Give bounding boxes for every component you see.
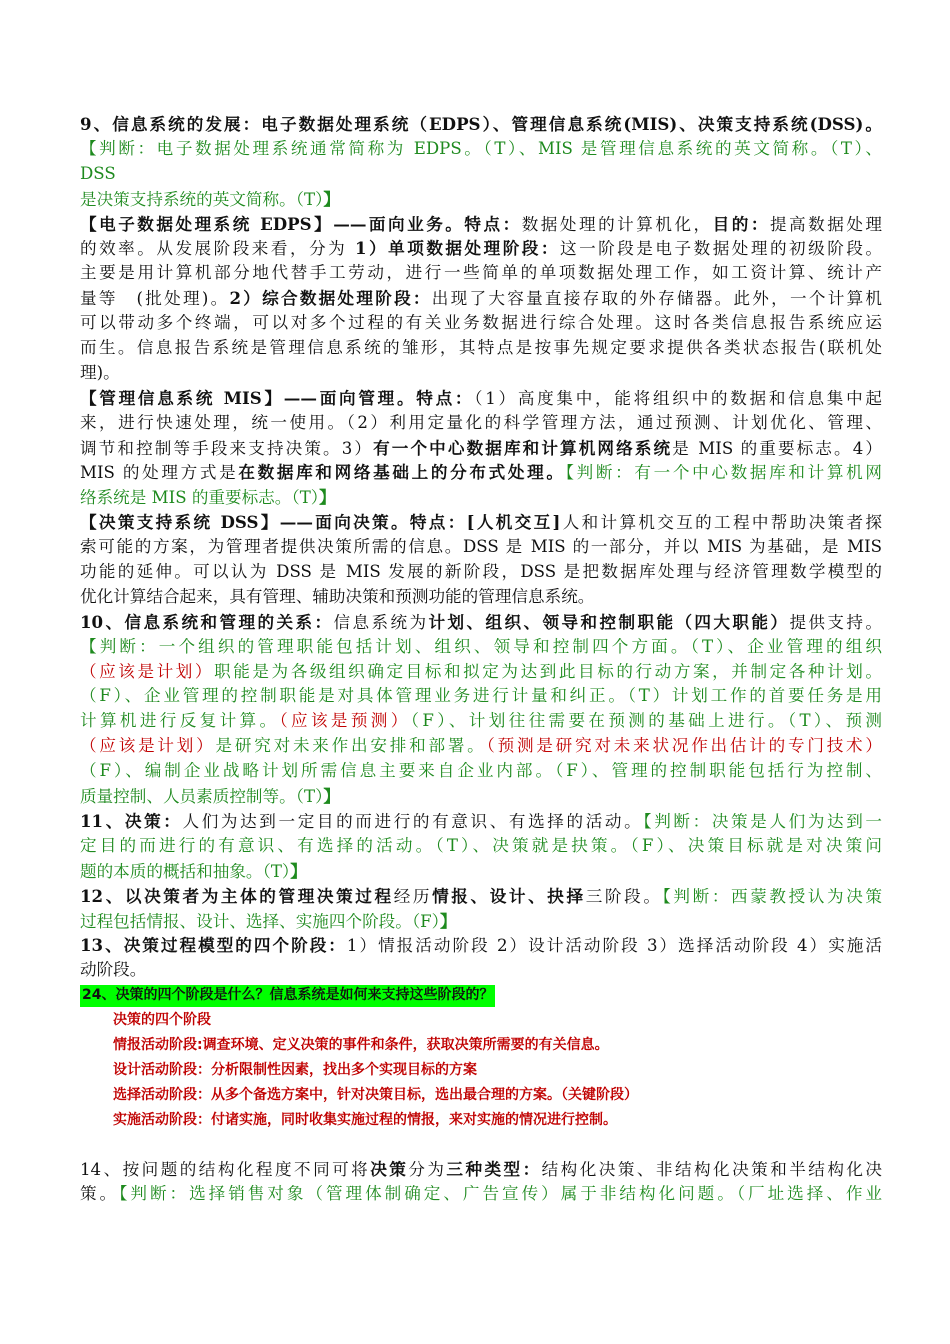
text-run: 】 bbox=[290, 860, 307, 881]
text-line-s10-judge-6 bbox=[80, 759, 882, 784]
text-run: 索可能的方案，为管理者提供决策所需的信息。DSS 是 MIS 的一部分，并以 MIS 为基础，是 MIS bbox=[80, 537, 882, 557]
text-run: 结构化决策、非结构化决策和半结构化决 bbox=[541, 1160, 882, 1180]
text-line-dss-3 bbox=[80, 560, 882, 585]
text-run: 理)。 bbox=[80, 362, 120, 382]
text-line-s14-2 bbox=[80, 1182, 882, 1207]
text-run: （1）高度集中，能将组织中的数据和信息集中起 bbox=[474, 388, 882, 408]
text-run: 三阶段。 bbox=[585, 886, 663, 906]
text-line-s9-heading bbox=[80, 112, 882, 137]
text-run: 1）单项数据处理阶段： bbox=[355, 238, 560, 259]
text-line-s10-judge-7 bbox=[80, 784, 882, 809]
highlight-question: 24、决策的四个阶段是什么？信息系统是如何来支持这些阶段的？ bbox=[80, 985, 495, 1007]
text-line-s13-1 bbox=[80, 933, 882, 958]
document-page bbox=[80, 112, 882, 1207]
text-run: 人们为达到一定目的而进行的有意识、有选择的活动。 bbox=[182, 811, 644, 831]
text-run: 量等 (批处理)。 bbox=[80, 289, 230, 309]
answer-stage-choice: 选择活动阶段：从多个备选方案中，针对决策目标，选出最合理的方案。（关键阶段） bbox=[113, 1086, 638, 1103]
text-run: 质量控制、人员素质控制等。（T） bbox=[80, 787, 324, 807]
answer-stage-intelligence: 情报活动阶段:调查环境、定义决策的事件和条件，获取决策所需要的有关信息。 bbox=[113, 1036, 609, 1053]
text-line-s9-judge-3 bbox=[80, 187, 882, 212]
text-run: 提供支持。 bbox=[789, 612, 882, 632]
text-run: 策。 bbox=[80, 1184, 120, 1204]
text-run: 【判断：决策是人们为达到一 bbox=[643, 811, 882, 831]
text-line-s10-judge-3 bbox=[80, 684, 882, 709]
text-run: 计划、组织、领导和控制职能（四大职能） bbox=[428, 611, 790, 632]
text-run: 主要是用计算机部分地代替手工劳动，进行一些简单的单项数据处理工作，如工资计算、统计产 bbox=[80, 263, 882, 283]
text-run: 而生。信息报告系统是管理信息系统的雏形，其特点是按事先规定要求提供各类状态报告(联机处 bbox=[80, 338, 882, 358]
text-run: 在数据库和网络基础上的分布式处理。 bbox=[238, 462, 566, 483]
text-line-edps-1 bbox=[80, 212, 882, 237]
text-run: 14、按问题的结构化程度不同可将 bbox=[80, 1160, 371, 1180]
text-run: 10、信息系统和管理的关系： bbox=[80, 611, 334, 632]
text-run: 有一个中心数据库和计算机网络系统 bbox=[373, 437, 673, 458]
text-run: 出现了大容量直接存取的外存储器。此外，一个计算机 bbox=[431, 289, 882, 309]
text-line-edps-5 bbox=[80, 311, 882, 336]
text-line-s10-judge-5 bbox=[80, 734, 882, 759]
text-run: 来，进行快速处理，统一使用。（2）利用定量化的科学管理方法，通过预测、计划优化、管理、 bbox=[80, 412, 882, 432]
text-line-s10-judge-4 bbox=[80, 709, 882, 734]
text-run: 【判断：西蒙教授认为决策 bbox=[662, 886, 882, 906]
text-run: 人和计算机交互的工程中帮助决策者探 bbox=[560, 513, 882, 533]
main-text bbox=[80, 112, 882, 983]
answer-block bbox=[80, 1008, 882, 1132]
text-run: 【判断：选择销售对象（管理体制确定、广告宣传）属于非结构化问题。（厂址选择、作业 bbox=[119, 1184, 882, 1204]
text-run: 【管理信息系统 MIS】——面向管理。特点： bbox=[80, 387, 475, 408]
text-run: 1）情报活动阶段 2）设计活动阶段 3）选择活动阶段 4）实施活 bbox=[346, 936, 882, 956]
text-line-edps-3 bbox=[80, 261, 882, 286]
text-run: 络系统是 MIS 的重要标志。（T） bbox=[80, 488, 320, 508]
text-run: 调节和控制等手段来支持决策。3） bbox=[80, 438, 374, 458]
text-line-s12-2 bbox=[80, 909, 882, 934]
text-run: 计算机进行反复计算。 bbox=[80, 711, 280, 731]
text-run: 功能的延伸。可以认为 DSS 是 MIS 发展的新阶段，DSS 是把数据库处理与经济管理数学模型的 bbox=[80, 562, 882, 582]
answer-stage-design: 设计活动阶段：分析限制性因素，找出多个实现目标的方案 bbox=[113, 1061, 477, 1078]
text-run: DSS bbox=[80, 163, 116, 183]
text-run: 【判断：有一个中心数据库和计算机网 bbox=[565, 463, 882, 483]
text-line-s10-judge-2 bbox=[80, 660, 882, 685]
text-run: 】 bbox=[323, 188, 340, 209]
section-14-text bbox=[80, 1157, 882, 1207]
text-run: 13、决策过程模型的四个阶段： bbox=[80, 935, 347, 956]
text-line-mis-4 bbox=[80, 460, 882, 485]
text-line-s9-judge-1 bbox=[80, 137, 882, 162]
text-line-edps-6 bbox=[80, 336, 882, 361]
text-line-mis-1 bbox=[80, 386, 882, 411]
text-run: （预测是研究对未来状况作出估计的专门技术） bbox=[486, 736, 882, 756]
text-run: 】 bbox=[319, 487, 336, 508]
text-line-s11-2 bbox=[80, 834, 882, 859]
text-run: 【判断：一个组织的管理职能包括计划、组织、领导和控制四个方面。（T）、企业管理的组织 bbox=[80, 636, 882, 656]
text-run: （应该是计划） bbox=[80, 736, 216, 756]
text-line-mis-5 bbox=[80, 485, 882, 510]
text-run: （应该是预测） bbox=[279, 711, 411, 731]
text-run: 提高数据处理 bbox=[769, 214, 882, 234]
text-line-edps-7 bbox=[80, 361, 882, 386]
text-run: 是 MIS 的重要标志。4） bbox=[672, 438, 882, 458]
text-run: MIS 的处理方式是 bbox=[80, 463, 239, 483]
text-run: 决策 bbox=[370, 1159, 409, 1180]
text-line-dss-1 bbox=[80, 510, 882, 535]
text-run: 过程包括情报、设计、选择、实施四个阶段。（F） bbox=[80, 911, 440, 931]
text-run: 定目的而进行的有意识、有选择的活动。（T）、决策就是抉策。（F）、决策目标就是对决策问 bbox=[80, 835, 882, 855]
text-line-dss-4 bbox=[80, 585, 882, 610]
text-run: 这一阶段是电子数据处理的初级阶段。 bbox=[559, 239, 882, 259]
text-line-s11-1 bbox=[80, 809, 882, 834]
text-line-mis-2 bbox=[80, 411, 882, 436]
text-run: 职能是为各级组织确定目标和拟定为达到此目标的行动方案，并制定各种计划。 bbox=[214, 661, 882, 681]
text-run: 三种类型： bbox=[446, 1159, 542, 1180]
text-run: 经历 bbox=[393, 886, 433, 906]
text-run: 】 bbox=[323, 786, 340, 807]
text-line-edps-2 bbox=[80, 236, 882, 261]
text-run: 目的： bbox=[712, 213, 770, 234]
text-run: 【判断：电子数据处理系统通常简称为 EDPS。（T）、MIS 是管理信息系统的英文简称。（T）、 bbox=[80, 138, 882, 158]
text-run: 【电子数据处理系统 EDPS】——面向业务。特点： bbox=[80, 213, 522, 234]
highlight-question-line bbox=[80, 983, 882, 1008]
text-run: 是研究对未来作出安排和部署。 bbox=[215, 736, 487, 756]
text-line-s11-3 bbox=[80, 859, 882, 884]
text-run: 情报、设计、抉择 bbox=[432, 885, 586, 906]
text-run: （F）、计划往往需要在预测的基础上进行。（T）、预测 bbox=[410, 711, 882, 731]
text-line-s14-1 bbox=[80, 1157, 882, 1182]
text-run: （F）、编制企业战略计划所需信息主要来自企业内部。（F）、管理的控制职能包括行为控制、 bbox=[80, 761, 882, 781]
text-run: 11、决策： bbox=[80, 810, 183, 831]
text-run: 9、信息系统的发展：电子数据处理系统（EDPS）、管理信息系统(MIS)、决策支持系统(DSS)。 bbox=[80, 114, 882, 134]
text-run: （应该是计划） bbox=[80, 661, 215, 681]
text-run: 动阶段。 bbox=[80, 960, 147, 980]
text-line-s12-1 bbox=[80, 884, 882, 909]
text-run: 数据处理的计算机化， bbox=[521, 214, 713, 234]
text-run: 优化计算结合起来，具有管理、辅助决策和预测功能的管理信息系统。 bbox=[80, 586, 595, 606]
text-line-s10-judge-1 bbox=[80, 635, 882, 660]
text-line-s10-heading bbox=[80, 610, 882, 635]
text-run: 2）综合数据处理阶段： bbox=[229, 288, 432, 309]
answer-stage-implementation: 实施活动阶段：付诸实施，同时收集实施过程的情报，来对实施的情况进行控制。 bbox=[113, 1111, 617, 1128]
text-run: 的效率。从发展阶段来看，分为 bbox=[80, 239, 356, 259]
text-run: 分为 bbox=[408, 1160, 447, 1180]
text-run: 可以带动多个终端，可以对多个过程的有关业务数据进行综合处理。这时各类信息报告系统应运 bbox=[80, 313, 882, 333]
blank-line bbox=[80, 1133, 882, 1158]
answer-title: 决策的四个阶段 bbox=[113, 1012, 211, 1029]
text-run: 信息系统为 bbox=[333, 612, 429, 632]
text-line-s13-2 bbox=[80, 958, 882, 983]
text-line-edps-4 bbox=[80, 286, 882, 311]
text-line-dss-2 bbox=[80, 535, 882, 560]
text-run: 】 bbox=[439, 910, 457, 931]
text-run: 是决策支持系统的英文简称。（T） bbox=[80, 189, 324, 209]
text-line-s9-judge-2 bbox=[80, 162, 882, 187]
text-line-mis-3 bbox=[80, 436, 882, 461]
text-run: （F）、企业管理的控制职能是对具体管理业务进行计量和纠正。（T）计划工作的首要任务是用 bbox=[80, 686, 882, 706]
text-run: 【决策支持系统 DSS】——面向决策。特点：[人机交互] bbox=[80, 512, 561, 533]
text-run: 题的本质的概括和抽象。（T） bbox=[80, 861, 291, 881]
text-run: 12、以决策者为主体的管理决策过程 bbox=[80, 885, 394, 906]
